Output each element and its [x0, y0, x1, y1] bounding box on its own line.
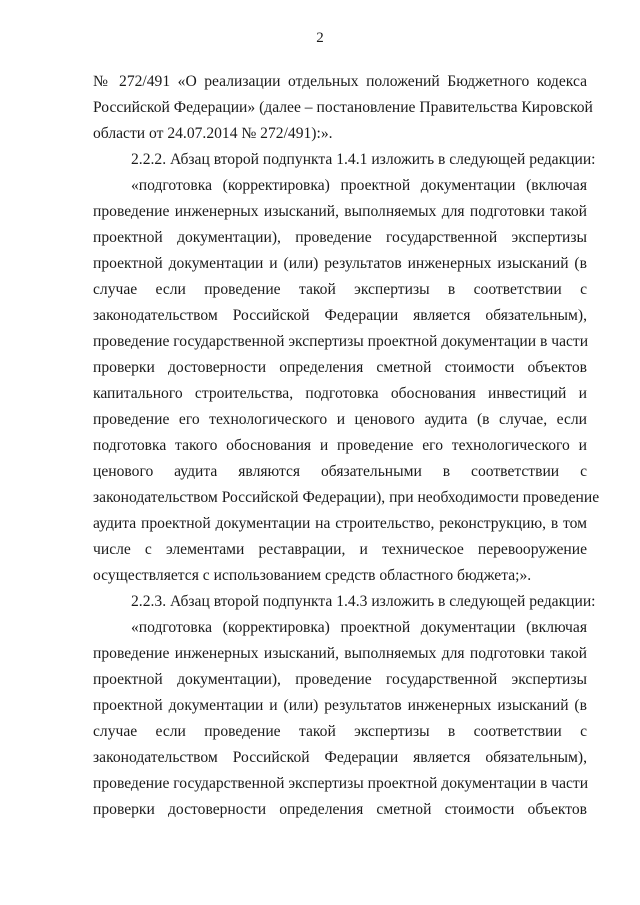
- text-line: аудита проектной документации на строительство, реконструкцию, в том: [93, 515, 587, 532]
- text-line: проектной документации и (или) результатов инженерных изысканий (в: [93, 255, 587, 272]
- text-line: случае если проведение такой экспертизы в соответствии с: [93, 723, 587, 740]
- text-line: «подготовка (корректировка) проектной документации (включая: [131, 619, 587, 636]
- text-line: осуществляется с использованием средств областного бюджета;».: [93, 567, 532, 584]
- text-line: проведение государственной экспертизы проектной документации в части: [93, 775, 589, 792]
- text-line: проведение инженерных изысканий, выполняемых для подготовки такой: [93, 203, 587, 220]
- text-line: № 272/491 «О реализации отдельных положений Бюджетного кодекса: [93, 73, 587, 90]
- text-line: проверки достоверности определения сметной стоимости объектов: [93, 801, 587, 818]
- text-line: случае если проведение такой экспертизы в соответствии с: [93, 281, 587, 298]
- text-line: законодательством Российской Федерации является обязательным),: [93, 749, 587, 766]
- text-line: проверки достоверности определения сметной стоимости объектов: [93, 359, 587, 376]
- text-line: 2.2.2. Абзац второй подпункта 1.4.1 изложить в следующей редакции:: [131, 151, 596, 168]
- text-line: проектной документации), проведение государственной экспертизы: [93, 671, 587, 688]
- text-line: «подготовка (корректировка) проектной документации (включая: [131, 177, 587, 194]
- text-line: проектной документации и (или) результатов инженерных изысканий (в: [93, 697, 587, 714]
- text-line: числе с элементами реставрации, и техническое перевооружение: [93, 541, 587, 558]
- text-line: подготовка такого обоснования и проведение его технологического и: [93, 437, 587, 454]
- text-line: проведение его технологического и ценового аудита (в случае, если: [93, 411, 587, 428]
- text-line: Российской Федерации» (далее – постановление Правительства Кировской: [93, 99, 593, 116]
- text-line: проектной документации), проведение государственной экспертизы: [93, 229, 587, 246]
- page-number: 2: [316, 30, 324, 46]
- text-line: законодательством Российской Федерации), при необходимости проведение: [93, 489, 600, 506]
- text-line: ценового аудита являются обязательными в соответствии с: [93, 463, 587, 480]
- text-line: проведение государственной экспертизы проектной документации в части: [93, 333, 589, 350]
- text-line: законодательством Российской Федерации является обязательным),: [93, 307, 587, 324]
- text-line: капитального строительства, подготовка обоснования инвестиций и: [93, 385, 587, 402]
- text-line: 2.2.3. Абзац второй подпункта 1.4.3 изложить в следующей редакции:: [131, 593, 596, 610]
- text-line: проведение инженерных изысканий, выполняемых для подготовки такой: [93, 645, 587, 662]
- text-line: области от 24.07.2014 № 272/491):».: [93, 125, 333, 142]
